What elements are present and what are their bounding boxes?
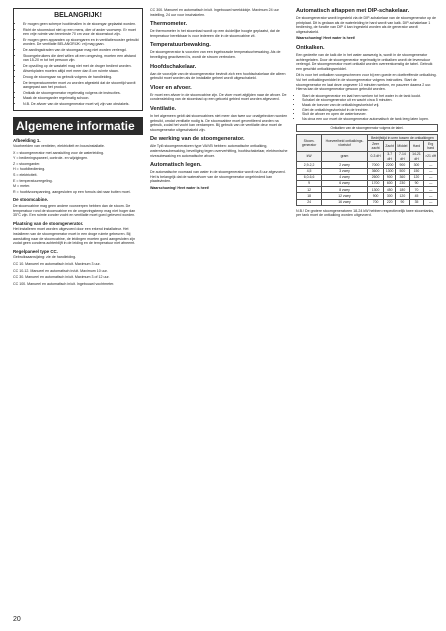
table-subheader: gram <box>322 151 368 161</box>
figure-item: R = hoofdvoorspanning, aangesloten op een fornuis dat naar buiten moet. <box>13 189 131 194</box>
table-cell: 1300 <box>384 168 396 174</box>
table-body <box>297 162 438 205</box>
figure-title: Afbeelding 1. <box>13 137 41 143</box>
table-cell: 2 zwey <box>322 162 368 168</box>
notice-item: • Er mogen geen scherpe hoofdmallen in de stoomgar geplaatst worden. <box>23 22 139 27</box>
table-subheader: kW <box>297 151 322 161</box>
table-cell: 12 zwey <box>322 193 368 199</box>
section-text: Een gedeelte van de kalk die in het water aanwezig is, wordt in de stoomgenerator achtergelaten. Door de stoomgenerator regelmatig te ontkalken wordt de levensduur verlengd. De stoomgenerator moet ontkalkt worden overeenkomstig de tabel. Gebruik een geschikt ontkalkingsmiddel. <box>296 52 433 71</box>
footnote: N.B.! De grotere stoomgeneratoren 18-24 kW hebben respectievelijk twee stoomtanks, per tank moet de ontkalking worden uitgevoerd. <box>296 208 435 218</box>
table-cell: 90 <box>409 180 424 186</box>
table-cell: 1700 <box>367 180 383 186</box>
notice-item: • Stoomgebruikers die deel willen uit een omgeving, moeten een afstand van 15-20 m tot het persoon zijn. <box>23 54 139 63</box>
table-cell: 35 <box>409 199 424 205</box>
descaling-table <box>296 134 438 205</box>
intro-text: CC 300. Manueel en automatisch in/uit. Ingebouwd weekklokje. Maximum 24 uur instelling, 24 uur voor inschakelen. <box>150 8 279 17</box>
table-cell: — <box>424 199 438 205</box>
figure-item: S = elektriciteit. <box>13 173 38 178</box>
section-title: Regelpaneel type CC. <box>13 248 58 254</box>
section-text: Het installeren moet worden uitgevoerd door een erkend installateur. Het installeren van de stoomgenerator moet in een droge ruimte gebeuren. Bij aansluiting naar de stoomcabine, de leidingen moeten goed aangesloten zijn zodat geen condens achterblijft in de leiding en de temperatuur niet afneemt. <box>13 227 136 246</box>
column-2 <box>150 8 290 192</box>
table-cell: 16 zwey <box>322 199 368 205</box>
notice-item: • Maak de stoomgarder regelmatig schoon. <box>23 96 139 101</box>
figure-item: E = temperatuurregeling. <box>13 178 53 183</box>
table-cell: 2,9-2,2 <box>297 162 322 168</box>
table-cell: — <box>424 193 438 199</box>
section-text: Dit is voor het ontkalken voorgeschreven voor bij een goede en doeltreffende ontkalking. Vul het ontkalkingsmiddel in de stoomgenerator volgens instructies. Start de stoomgenerator en laat deze ongeveer 10 minuten werken, en pauzeer daarna 2 uur. Hierna kan de stoomgenerator gewoon gebruikt worden. <box>296 73 437 92</box>
section-title: Automatisch legen. <box>150 162 202 169</box>
notice-item: • Ontkalk de stoomgenerator regelmatig volgens de instructies. <box>23 91 139 96</box>
table-cell: 300 <box>409 162 424 168</box>
section-text: In het algemeen geldt dat stoomcabines niet meer dan twee uur onafgebroken worden gebruikt, omdat ventilatie nodig is. De stoomcabine moet geventileerd worden na gebruik, zodat het vocht kan verdampen. Bij gebruik van de ventilatie deur moet de stoomgenerator uitgeschakeld zijn. <box>150 113 288 132</box>
table-cell: 150 <box>409 168 424 174</box>
table-cell: 1300 <box>367 187 383 193</box>
table-header: Stoom-generator <box>297 135 322 152</box>
table-header: Zacht <box>384 141 396 151</box>
notice-item: • De aardingsdraden van de stoomgaar mag niet worden verlengd. <box>23 48 139 53</box>
section-banner: Algemene informatie <box>13 117 143 135</box>
table-subheader: >21 dH <box>424 151 438 161</box>
section-title: De werking van de stoomgenerator. <box>150 136 245 143</box>
section-text: De stoomgenerator wordt ingesteld via de DIP-schakelaar van de stoomgenerator op de printplaat. Dit is gedaan als de waterleiding te hard wordt van kalk. DIP-schakelaar 1 bediening, de functie van DIP 4 kan ingesteld worden als de generator wordt uitgeschakeld. <box>296 16 437 34</box>
table-cell: 500 <box>396 168 410 174</box>
table-cell: 24 <box>297 199 322 205</box>
table-cell: 90 <box>396 199 410 205</box>
important-notice <box>13 8 143 111</box>
table-subheader: 0-3 dH <box>367 151 383 161</box>
table-cell: 9 <box>297 180 322 186</box>
section-text: Er moet een afvoer in de stoomcabine zijn. De vloer moet afglijden naar de afvoer. De condensleiding van de stoombad op een gekoeld gebied moet worden afgevoerd. <box>150 92 287 102</box>
warning-text: Waarschuwing! Heet water is heet! <box>150 185 210 190</box>
table-cell: — <box>424 187 438 193</box>
table-cell: 360 <box>396 174 410 180</box>
table-cell: 700 <box>367 199 383 205</box>
section-text: CC 100. Manueel en automatisch in/uit. Ingebouwd vochtmeter. <box>13 281 115 286</box>
table-header: Hard <box>409 141 424 151</box>
section-title: Plaatsing van de stoomgenerator. <box>13 220 84 226</box>
section-title: Ventilatie. <box>150 105 177 112</box>
table-cell: 120 <box>409 174 424 180</box>
section-title: Hoofdschakelaar. <box>150 63 197 70</box>
figure-item: Y = bedieningspaneel, controle- en wijzigingen. <box>13 156 89 161</box>
table-header: Erg hard <box>424 141 438 151</box>
table-cell: 900 <box>396 162 410 168</box>
step-item: • Maak de toevoer van de ontkalkingsvloeistof vrij. <box>302 103 438 108</box>
notice-item: • Droog de stoomgaar na gebruik volgens de handleiding. <box>23 75 139 80</box>
table-cell: 120 <box>396 193 410 199</box>
table-cell: 3600 <box>367 168 383 174</box>
step-item: • Na circa een uur moet de stoomgenerator automatisch de tank leeg laten lopen. <box>302 117 438 122</box>
step-item: • Schakel de stoomgenerator uit en wacht circa 5 minuten. <box>302 98 438 103</box>
column-1 <box>13 8 143 288</box>
table-header: Hoeveelheid ontkalkings-vloeistof <box>322 135 368 152</box>
section-text: Alle Tylö stoomgeneratoren type VA/VB hebben: automatische ontkalking, waterniveaubewaking, beveiliging tegen oververhitting, hoofdschakelaar, elektronische niveaubewaking en automatische afvoer. <box>150 144 288 158</box>
column-3 <box>296 8 438 220</box>
section-title: Temperatuurbewaking. <box>150 42 211 49</box>
section-title: Ontkalken. <box>296 44 325 51</box>
figure-item: M = meter. <box>13 184 31 189</box>
table-cell: 2200 <box>384 162 396 168</box>
table-cell: 45 <box>409 193 424 199</box>
section-text: CC 10-12. Manueel en automatisch in/uit. Maximum 10 uur. <box>13 268 108 273</box>
section-title: Vloer en afvoer. <box>150 84 192 91</box>
step-item: • Start de stoomgenerator en laat hem werken tot het water in de tank kookt. <box>302 94 438 99</box>
section-text: De thermometer in het stoombad wordt op een duidelijke hoogte geplaatst, dat de temperatuur bereikbaar is voor iedereen die in de stoomcabine zit. <box>150 29 280 38</box>
section-title: De stoomcabine. <box>13 197 49 203</box>
table-note: Ontkalken van de stoomgenerator volgens de tabel. <box>296 124 438 132</box>
table-subheader: 14-21 dH <box>409 151 424 161</box>
table-subheader: 3-7 dH <box>384 151 396 161</box>
notice-list <box>17 22 139 107</box>
figure-intro: Voorbeelden van ventielen, elektriciteit en bouwinstallatie. <box>13 144 105 149</box>
figure-item: X = stoomgenerator met aansluiting voor de waterleiding. <box>13 150 104 155</box>
table-cell: 900 <box>384 174 396 180</box>
notice-item: • N.B. De afvoer van de stoomgenerator moet vrij zijn van obstakels. <box>23 102 139 107</box>
table-cell: — <box>424 162 438 168</box>
section-text: De stoomgenerator is voorzien van een ingebouwde temperatuurbewaking. Als de beveiliging geactiveerd is, wordt de stroom verbroken. <box>150 50 281 59</box>
table-cell: 6 zwey <box>322 180 368 186</box>
table-cell: — <box>424 174 438 180</box>
table-cell: 300 <box>384 193 396 199</box>
section-text: Gebruiksaanwijzing: zie de handleiding. <box>13 255 77 260</box>
table-cell: 180 <box>396 187 410 193</box>
notice-item: • De opvulling op de wastafel mag niet met de droger bedient worden. <box>23 64 139 69</box>
section-text: CC 30. Manueel en automatisch in/uit. Maximum 3 of 12 uur. <box>13 275 110 280</box>
section-text: De stoomcabine mag geen andere voorwerpen hebben dan de stoom. De temperatuur rond de stoomcabine en de omgevingstemp mag niet hoger dan 35°C zijn. Een ruimte zonder vocht en ventilatie moet goed geleverd worden. <box>13 204 136 218</box>
section-title: Automatisch aftappen met DIP-schakelaar. <box>296 8 410 14</box>
section-title: Thermometer. <box>150 21 187 28</box>
table-cell: 450 <box>384 187 396 193</box>
table-cell: 6,0-6,6 <box>297 174 322 180</box>
table-cell: — <box>424 168 438 174</box>
table-cell: 900 <box>367 193 383 199</box>
figure-item: Z = stoomgarder. <box>13 161 41 166</box>
page-number: 20 <box>13 616 21 623</box>
table-header: Middel <box>396 141 410 151</box>
notice-item: • Richt de stoomstoot niet op een mens, dier of ander voorwerp. Er moet een vrije ruimte van tenminste 70 cm voor de stoomstoot zijn. <box>23 28 139 37</box>
table-cell: 4,5 <box>297 168 322 174</box>
notice-item: • Er mogen geen apparaten op stoomgaren en in ventilatierooster gebruikt worden. De ventilatie BELANGRIJK: vrij mag gaan. <box>23 38 139 47</box>
table-cell: 2600 <box>367 174 383 180</box>
table-cell: 600 <box>384 180 396 186</box>
section-text: De automatische voorraad van water in de stoomgenerator wordt na 8 uur afgevoerd. Het is belangrijk dat de waterafvoer van de stoomgenerator ongehinderd kan plaatsvinden. <box>150 170 286 184</box>
notice-item: • De temperatuurmeter moet zo worden afgesteld dat de stoomtijd wordt aangepast aan het product. <box>23 81 139 90</box>
table-header: Zeer zacht <box>367 141 383 151</box>
table-cell: 230 <box>396 180 410 186</box>
table-cell: 12 <box>297 187 322 193</box>
section-text: CC 10. Manueel en automatisch in/uit. Maximum 3 uur. <box>13 261 101 266</box>
step-item: • Sluit de afvoer en open de watertoevoer. <box>302 112 438 117</box>
table-cell: 70 <box>409 187 424 193</box>
table-cell: 18 <box>297 193 322 199</box>
table-cell: 4 zwey <box>322 174 368 180</box>
table-row <box>297 199 438 205</box>
figure-item: H = hoofdbediening. <box>13 167 46 172</box>
warning-text: Waarschuwing! Heet water is heet! <box>296 36 356 41</box>
table-cell: 3 zwey <box>322 168 368 174</box>
table-subheader: 7-14 dH <box>396 151 410 161</box>
notice-title: BELANGRIJK! <box>54 12 102 19</box>
steps-list <box>296 94 438 122</box>
table-cell: 220 <box>384 199 396 205</box>
table-title: Bedrijfstijd in uren tussen de ontkalkingen <box>367 135 437 141</box>
table-cell: 8 zwey <box>322 187 368 193</box>
table-cell: 7000 <box>367 162 383 168</box>
step-item: • Giet de ontkalkingsvloeistof in de trechter. <box>302 108 438 113</box>
notice-item: • Afwerkplaten moeten altijd met meer dan 8 cm ruimte staan. <box>23 69 139 74</box>
section-text: Aan de voorzijde van de stoomgenerator bevindt zich een hoofdschakelaar die alleen gebruikt moet worden als de installatie geheel wordt uitgeschakeld. <box>150 71 286 81</box>
table-cell: — <box>424 180 438 186</box>
